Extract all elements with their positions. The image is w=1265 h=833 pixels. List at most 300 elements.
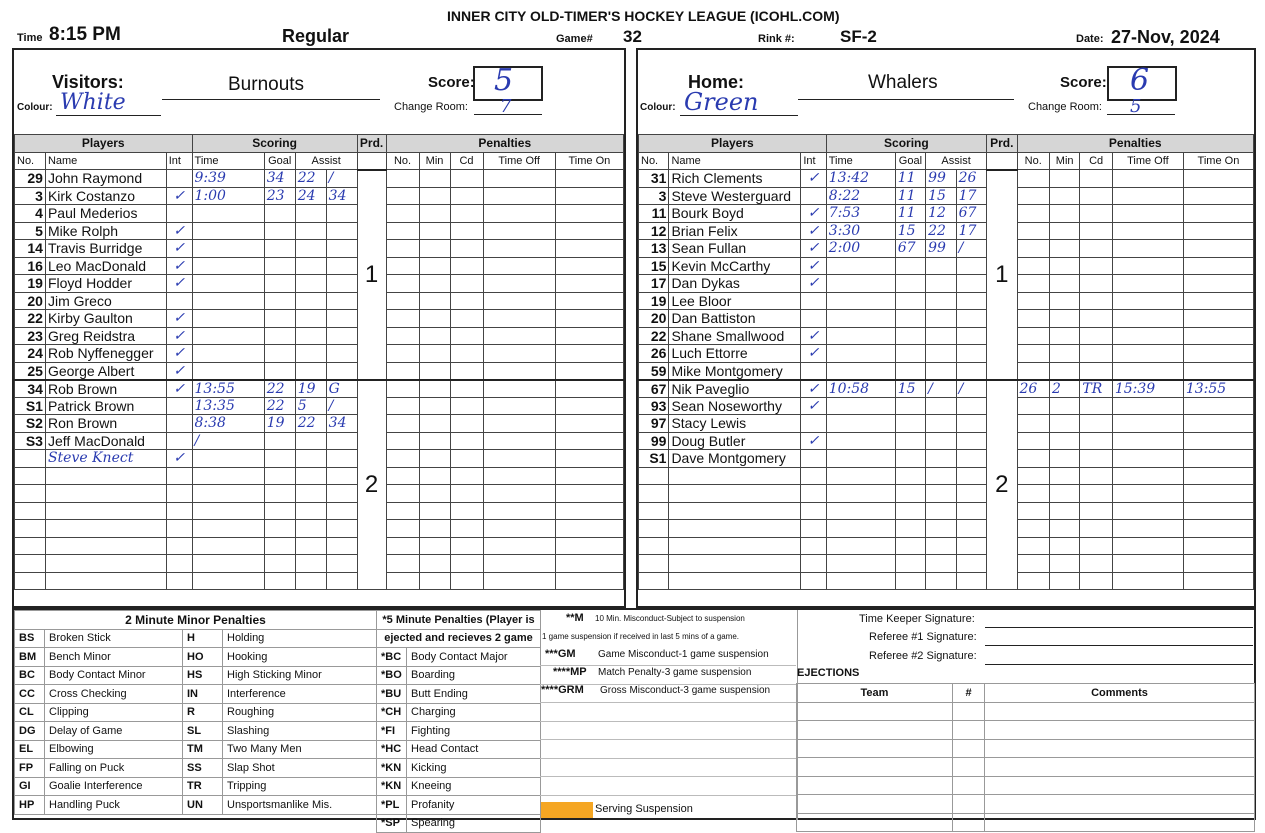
penalty-off[interactable] bbox=[483, 520, 555, 538]
penalty-no[interactable] bbox=[1017, 415, 1049, 433]
goal-time[interactable] bbox=[192, 520, 264, 538]
penalty-off[interactable] bbox=[483, 485, 555, 503]
goal-scorer[interactable] bbox=[264, 327, 295, 345]
eject-team[interactable] bbox=[797, 795, 953, 814]
penalty-on[interactable] bbox=[1183, 362, 1253, 380]
player-int-check[interactable] bbox=[166, 572, 192, 590]
penalty-on[interactable] bbox=[1183, 537, 1253, 555]
assist-2[interactable]: 34 bbox=[326, 415, 357, 433]
assist-1[interactable] bbox=[295, 520, 326, 538]
penalty-cd[interactable] bbox=[1080, 415, 1112, 433]
goal-scorer[interactable] bbox=[895, 555, 925, 573]
penalty-off[interactable] bbox=[1112, 432, 1183, 450]
penalty-no[interactable] bbox=[386, 397, 419, 415]
penalty-cd[interactable]: TR bbox=[1080, 380, 1112, 398]
goal-time[interactable] bbox=[826, 520, 895, 538]
penalty-min[interactable] bbox=[1049, 275, 1079, 293]
penalty-cd[interactable] bbox=[1080, 310, 1112, 328]
penalty-off[interactable] bbox=[1112, 415, 1183, 433]
player-number[interactable]: 20 bbox=[639, 310, 669, 328]
player-name[interactable] bbox=[669, 485, 801, 503]
goal-time[interactable] bbox=[192, 257, 264, 275]
assist-2[interactable] bbox=[326, 432, 357, 450]
goal-scorer[interactable]: 67 bbox=[895, 240, 925, 258]
goal-time[interactable] bbox=[192, 555, 264, 573]
eject-number[interactable] bbox=[953, 702, 985, 721]
assist-2[interactable] bbox=[326, 222, 357, 240]
assist-2[interactable]: G bbox=[326, 380, 357, 398]
penalty-off[interactable] bbox=[483, 257, 555, 275]
goal-time[interactable]: 13:42 bbox=[826, 170, 895, 188]
penalty-off[interactable] bbox=[483, 397, 555, 415]
penalty-cd[interactable] bbox=[1080, 572, 1112, 590]
assist-2[interactable] bbox=[956, 327, 986, 345]
goal-scorer[interactable]: 11 bbox=[895, 187, 925, 205]
player-int-check[interactable] bbox=[166, 415, 192, 433]
player-number[interactable] bbox=[639, 502, 669, 520]
player-int-check[interactable]: ✓ bbox=[166, 362, 192, 380]
assist-1[interactable]: 19 bbox=[295, 380, 326, 398]
player-name[interactable]: Jeff MacDonald bbox=[45, 432, 166, 450]
player-name[interactable] bbox=[45, 520, 166, 538]
goal-scorer[interactable] bbox=[264, 467, 295, 485]
goal-scorer[interactable] bbox=[264, 292, 295, 310]
assist-2[interactable]: / bbox=[326, 170, 357, 188]
assist-2[interactable]: 67 bbox=[956, 205, 986, 223]
penalty-on[interactable] bbox=[1183, 572, 1253, 590]
assist-2[interactable] bbox=[326, 485, 357, 503]
goal-time[interactable] bbox=[826, 555, 895, 573]
penalty-on[interactable] bbox=[1183, 345, 1253, 363]
goal-time[interactable]: 2:00 bbox=[826, 240, 895, 258]
goal-time[interactable] bbox=[192, 205, 264, 223]
assist-1[interactable] bbox=[926, 555, 956, 573]
goal-time[interactable] bbox=[192, 222, 264, 240]
assist-2[interactable] bbox=[326, 572, 357, 590]
assist-1[interactable] bbox=[295, 572, 326, 590]
penalty-cd[interactable] bbox=[450, 205, 483, 223]
penalty-on[interactable] bbox=[1183, 240, 1253, 258]
player-int-check[interactable] bbox=[166, 397, 192, 415]
player-int-check[interactable]: ✓ bbox=[801, 345, 826, 363]
penalty-no[interactable] bbox=[1017, 502, 1049, 520]
assist-1[interactable] bbox=[926, 310, 956, 328]
player-int-check[interactable] bbox=[166, 432, 192, 450]
penalty-no[interactable] bbox=[1017, 362, 1049, 380]
penalty-no[interactable] bbox=[1017, 537, 1049, 555]
assist-2[interactable] bbox=[956, 362, 986, 380]
penalty-cd[interactable] bbox=[1080, 362, 1112, 380]
goal-scorer[interactable] bbox=[895, 292, 925, 310]
penalty-cd[interactable] bbox=[1080, 327, 1112, 345]
penalty-no[interactable] bbox=[1017, 222, 1049, 240]
assist-2[interactable] bbox=[956, 345, 986, 363]
penalty-no[interactable] bbox=[386, 380, 419, 398]
penalty-min[interactable]: 2 bbox=[1049, 380, 1079, 398]
penalty-min[interactable] bbox=[419, 397, 450, 415]
assist-1[interactable] bbox=[295, 240, 326, 258]
penalty-off[interactable] bbox=[483, 292, 555, 310]
penalty-cd[interactable] bbox=[1080, 240, 1112, 258]
assist-1[interactable] bbox=[295, 205, 326, 223]
penalty-min[interactable] bbox=[419, 345, 450, 363]
penalty-off[interactable] bbox=[1112, 467, 1183, 485]
penalty-min[interactable] bbox=[419, 502, 450, 520]
assist-1[interactable] bbox=[926, 485, 956, 503]
player-name[interactable]: Leo MacDonald bbox=[45, 257, 166, 275]
penalty-no[interactable] bbox=[1017, 467, 1049, 485]
goal-time[interactable] bbox=[192, 362, 264, 380]
assist-2[interactable] bbox=[326, 502, 357, 520]
penalty-cd[interactable] bbox=[450, 415, 483, 433]
eject-comment[interactable] bbox=[985, 739, 1255, 758]
goal-scorer[interactable]: 15 bbox=[895, 222, 925, 240]
penalty-no[interactable] bbox=[1017, 205, 1049, 223]
player-name[interactable]: Steve Westerguard bbox=[669, 187, 801, 205]
player-name[interactable] bbox=[669, 555, 801, 573]
penalty-min[interactable] bbox=[419, 170, 450, 188]
penalty-min[interactable] bbox=[1049, 205, 1079, 223]
player-number[interactable] bbox=[15, 467, 46, 485]
goal-scorer[interactable] bbox=[895, 310, 925, 328]
player-number[interactable] bbox=[639, 572, 669, 590]
player-int-check[interactable]: ✓ bbox=[801, 257, 826, 275]
goal-scorer[interactable] bbox=[264, 572, 295, 590]
penalty-no[interactable] bbox=[386, 432, 419, 450]
penalty-on[interactable] bbox=[555, 187, 623, 205]
penalty-off[interactable] bbox=[483, 222, 555, 240]
penalty-off[interactable] bbox=[483, 415, 555, 433]
penalty-cd[interactable] bbox=[450, 537, 483, 555]
goal-scorer[interactable]: 22 bbox=[264, 380, 295, 398]
goal-scorer[interactable] bbox=[895, 432, 925, 450]
penalty-cd[interactable] bbox=[450, 572, 483, 590]
penalty-min[interactable] bbox=[419, 205, 450, 223]
assist-1[interactable] bbox=[295, 502, 326, 520]
player-int-check[interactable] bbox=[801, 310, 826, 328]
penalty-on[interactable] bbox=[555, 520, 623, 538]
player-name[interactable]: Dan Dykas bbox=[669, 275, 801, 293]
player-int-check[interactable] bbox=[801, 415, 826, 433]
player-number[interactable] bbox=[15, 572, 46, 590]
penalty-no[interactable] bbox=[386, 345, 419, 363]
assist-2[interactable] bbox=[956, 275, 986, 293]
assist-1[interactable] bbox=[926, 292, 956, 310]
eject-team[interactable] bbox=[797, 813, 953, 832]
penalty-off[interactable] bbox=[483, 327, 555, 345]
penalty-off[interactable] bbox=[1112, 310, 1183, 328]
player-name[interactable]: Doug Butler bbox=[669, 432, 801, 450]
player-number[interactable]: S3 bbox=[15, 432, 46, 450]
assist-1[interactable] bbox=[295, 310, 326, 328]
penalty-cd[interactable] bbox=[1080, 537, 1112, 555]
assist-1[interactable] bbox=[926, 432, 956, 450]
goal-scorer[interactable] bbox=[895, 362, 925, 380]
goal-scorer[interactable] bbox=[895, 257, 925, 275]
penalty-no[interactable] bbox=[1017, 170, 1049, 188]
assist-1[interactable]: / bbox=[926, 380, 956, 398]
penalty-min[interactable] bbox=[1049, 222, 1079, 240]
player-int-check[interactable] bbox=[166, 292, 192, 310]
penalty-no[interactable] bbox=[386, 467, 419, 485]
eject-comment[interactable] bbox=[985, 813, 1255, 832]
penalty-no[interactable] bbox=[1017, 572, 1049, 590]
penalty-off[interactable] bbox=[483, 240, 555, 258]
penalty-cd[interactable] bbox=[1080, 275, 1112, 293]
player-name[interactable]: Mike Rolph bbox=[45, 222, 166, 240]
penalty-on[interactable] bbox=[555, 572, 623, 590]
assist-2[interactable] bbox=[956, 310, 986, 328]
penalty-on[interactable] bbox=[1183, 187, 1253, 205]
assist-2[interactable]: 17 bbox=[956, 222, 986, 240]
penalty-cd[interactable] bbox=[1080, 432, 1112, 450]
player-name[interactable]: Sean Noseworthy bbox=[669, 397, 801, 415]
assist-1[interactable]: 99 bbox=[926, 240, 956, 258]
goal-scorer[interactable] bbox=[264, 362, 295, 380]
penalty-on[interactable] bbox=[555, 310, 623, 328]
assist-2[interactable] bbox=[956, 415, 986, 433]
goal-scorer[interactable] bbox=[895, 327, 925, 345]
penalty-on[interactable] bbox=[1183, 397, 1253, 415]
penalty-on[interactable] bbox=[555, 380, 623, 398]
penalty-min[interactable] bbox=[1049, 572, 1079, 590]
player-number[interactable]: 17 bbox=[639, 275, 669, 293]
penalty-min[interactable] bbox=[419, 555, 450, 573]
assist-2[interactable] bbox=[956, 467, 986, 485]
player-number[interactable]: 22 bbox=[15, 310, 46, 328]
penalty-min[interactable] bbox=[419, 222, 450, 240]
assist-1[interactable] bbox=[926, 275, 956, 293]
player-int-check[interactable]: ✓ bbox=[801, 327, 826, 345]
assist-2[interactable] bbox=[326, 240, 357, 258]
goal-scorer[interactable]: 11 bbox=[895, 170, 925, 188]
penalty-min[interactable] bbox=[419, 275, 450, 293]
penalty-min[interactable] bbox=[1049, 485, 1079, 503]
player-name[interactable] bbox=[45, 572, 166, 590]
assist-2[interactable] bbox=[326, 520, 357, 538]
player-int-check[interactable]: ✓ bbox=[801, 432, 826, 450]
player-number[interactable]: 93 bbox=[639, 397, 669, 415]
goal-time[interactable] bbox=[826, 415, 895, 433]
player-number[interactable]: 97 bbox=[639, 415, 669, 433]
penalty-off[interactable] bbox=[483, 502, 555, 520]
player-name[interactable]: Greg Reidstra bbox=[45, 327, 166, 345]
goal-time[interactable] bbox=[826, 450, 895, 468]
goal-scorer[interactable]: 34 bbox=[264, 170, 295, 188]
assist-1[interactable] bbox=[926, 450, 956, 468]
assist-1[interactable] bbox=[926, 520, 956, 538]
player-int-check[interactable]: ✓ bbox=[801, 240, 826, 258]
goal-scorer[interactable] bbox=[264, 205, 295, 223]
player-name[interactable]: Luch Ettorre bbox=[669, 345, 801, 363]
assist-2[interactable] bbox=[956, 432, 986, 450]
assist-1[interactable] bbox=[295, 485, 326, 503]
goal-time[interactable] bbox=[192, 502, 264, 520]
assist-1[interactable]: 5 bbox=[295, 397, 326, 415]
penalty-on[interactable] bbox=[1183, 170, 1253, 188]
goal-scorer[interactable] bbox=[264, 275, 295, 293]
penalty-min[interactable] bbox=[419, 485, 450, 503]
player-int-check[interactable]: ✓ bbox=[166, 450, 192, 468]
player-int-check[interactable] bbox=[801, 537, 826, 555]
penalty-on[interactable] bbox=[1183, 520, 1253, 538]
eject-number[interactable] bbox=[953, 776, 985, 795]
penalty-no[interactable] bbox=[386, 170, 419, 188]
penalty-off[interactable] bbox=[483, 380, 555, 398]
penalty-on[interactable] bbox=[555, 502, 623, 520]
penalty-on[interactable] bbox=[1183, 415, 1253, 433]
player-int-check[interactable] bbox=[166, 537, 192, 555]
penalty-on[interactable] bbox=[555, 415, 623, 433]
goal-time[interactable] bbox=[192, 327, 264, 345]
player-int-check[interactable]: ✓ bbox=[801, 170, 826, 188]
goal-scorer[interactable] bbox=[895, 450, 925, 468]
player-number[interactable]: 4 bbox=[15, 205, 46, 223]
assist-2[interactable] bbox=[956, 257, 986, 275]
goal-time[interactable] bbox=[826, 275, 895, 293]
goal-scorer[interactable] bbox=[895, 502, 925, 520]
goal-time[interactable] bbox=[826, 310, 895, 328]
player-number[interactable]: 29 bbox=[15, 170, 46, 188]
penalty-off[interactable] bbox=[483, 467, 555, 485]
player-name[interactable] bbox=[45, 502, 166, 520]
goal-time[interactable]: 1:00 bbox=[192, 187, 264, 205]
penalty-min[interactable] bbox=[1049, 502, 1079, 520]
penalty-no[interactable] bbox=[386, 450, 419, 468]
goal-scorer[interactable] bbox=[264, 485, 295, 503]
penalty-min[interactable] bbox=[419, 520, 450, 538]
penalty-min[interactable] bbox=[1049, 520, 1079, 538]
penalty-cd[interactable] bbox=[1080, 450, 1112, 468]
assist-1[interactable] bbox=[295, 327, 326, 345]
assist-2[interactable] bbox=[326, 257, 357, 275]
penalty-cd[interactable] bbox=[1080, 257, 1112, 275]
player-number[interactable] bbox=[639, 555, 669, 573]
player-number[interactable]: S1 bbox=[15, 397, 46, 415]
penalty-off[interactable] bbox=[483, 537, 555, 555]
player-name[interactable]: Ron Brown bbox=[45, 415, 166, 433]
penalty-no[interactable] bbox=[386, 275, 419, 293]
penalty-off[interactable] bbox=[483, 345, 555, 363]
penalty-min[interactable] bbox=[1049, 310, 1079, 328]
player-number[interactable]: 31 bbox=[639, 170, 669, 188]
penalty-off[interactable] bbox=[1112, 327, 1183, 345]
player-number[interactable]: 19 bbox=[15, 275, 46, 293]
penalty-cd[interactable] bbox=[450, 467, 483, 485]
assist-2[interactable]: 17 bbox=[956, 187, 986, 205]
goal-time[interactable] bbox=[192, 485, 264, 503]
player-int-check[interactable] bbox=[166, 555, 192, 573]
goal-scorer[interactable] bbox=[264, 555, 295, 573]
penalty-no[interactable] bbox=[386, 362, 419, 380]
player-number[interactable]: 5 bbox=[15, 222, 46, 240]
goal-time[interactable]: 7:53 bbox=[826, 205, 895, 223]
player-int-check[interactable] bbox=[801, 485, 826, 503]
player-int-check[interactable]: ✓ bbox=[166, 310, 192, 328]
assist-1[interactable] bbox=[295, 450, 326, 468]
penalty-min[interactable] bbox=[1049, 467, 1079, 485]
penalty-cd[interactable] bbox=[450, 170, 483, 188]
penalty-no[interactable] bbox=[1017, 485, 1049, 503]
player-name[interactable]: Jim Greco bbox=[45, 292, 166, 310]
penalty-off[interactable] bbox=[1112, 292, 1183, 310]
penalty-cd[interactable] bbox=[1080, 292, 1112, 310]
assist-2[interactable]: / bbox=[326, 397, 357, 415]
eject-team[interactable] bbox=[797, 739, 953, 758]
player-name[interactable]: Bourk Boyd bbox=[669, 205, 801, 223]
penalty-min[interactable] bbox=[1049, 415, 1079, 433]
penalty-on[interactable] bbox=[555, 257, 623, 275]
penalty-no[interactable] bbox=[1017, 345, 1049, 363]
goal-time[interactable] bbox=[826, 537, 895, 555]
penalty-cd[interactable] bbox=[1080, 502, 1112, 520]
eject-team[interactable] bbox=[797, 758, 953, 777]
penalty-no[interactable] bbox=[386, 240, 419, 258]
player-name[interactable] bbox=[669, 572, 801, 590]
goal-time[interactable] bbox=[826, 572, 895, 590]
assist-1[interactable] bbox=[295, 555, 326, 573]
player-int-check[interactable] bbox=[166, 502, 192, 520]
penalty-min[interactable] bbox=[1049, 397, 1079, 415]
penalty-no[interactable] bbox=[386, 415, 419, 433]
penalty-cd[interactable] bbox=[1080, 520, 1112, 538]
player-number[interactable]: 24 bbox=[15, 345, 46, 363]
goal-scorer[interactable] bbox=[895, 415, 925, 433]
ref2-signature-line[interactable] bbox=[985, 664, 1253, 665]
assist-2[interactable] bbox=[956, 450, 986, 468]
penalty-min[interactable] bbox=[419, 450, 450, 468]
penalty-on[interactable] bbox=[555, 555, 623, 573]
penalty-min[interactable] bbox=[1049, 327, 1079, 345]
penalty-on[interactable] bbox=[555, 222, 623, 240]
goal-time[interactable] bbox=[192, 537, 264, 555]
player-int-check[interactable] bbox=[166, 520, 192, 538]
eject-comment[interactable] bbox=[985, 795, 1255, 814]
player-number[interactable]: 19 bbox=[639, 292, 669, 310]
player-name[interactable]: Brian Felix bbox=[669, 222, 801, 240]
assist-1[interactable] bbox=[926, 502, 956, 520]
penalty-cd[interactable] bbox=[450, 555, 483, 573]
penalty-off[interactable] bbox=[1112, 397, 1183, 415]
eject-comment[interactable] bbox=[985, 758, 1255, 777]
player-int-check[interactable]: ✓ bbox=[801, 380, 826, 398]
assist-2[interactable] bbox=[326, 345, 357, 363]
goal-time[interactable]: 13:35 bbox=[192, 397, 264, 415]
penalty-no[interactable] bbox=[386, 205, 419, 223]
penalty-on[interactable] bbox=[1183, 432, 1253, 450]
penalty-off[interactable] bbox=[1112, 555, 1183, 573]
penalty-off[interactable] bbox=[1112, 520, 1183, 538]
penalty-min[interactable] bbox=[419, 257, 450, 275]
penalty-off[interactable] bbox=[483, 275, 555, 293]
assist-1[interactable] bbox=[295, 222, 326, 240]
penalty-on[interactable] bbox=[1183, 310, 1253, 328]
player-number[interactable] bbox=[15, 537, 46, 555]
assist-2[interactable] bbox=[956, 397, 986, 415]
player-number[interactable] bbox=[15, 450, 46, 468]
player-int-check[interactable] bbox=[801, 187, 826, 205]
penalty-min[interactable] bbox=[1049, 170, 1079, 188]
assist-2[interactable] bbox=[326, 327, 357, 345]
player-int-check[interactable]: ✓ bbox=[166, 257, 192, 275]
goal-scorer[interactable] bbox=[895, 345, 925, 363]
player-name[interactable]: Sean Fullan bbox=[669, 240, 801, 258]
goal-scorer[interactable] bbox=[895, 572, 925, 590]
penalty-on[interactable] bbox=[1183, 292, 1253, 310]
penalty-min[interactable] bbox=[419, 415, 450, 433]
eject-team[interactable] bbox=[797, 702, 953, 721]
penalty-on[interactable] bbox=[1183, 327, 1253, 345]
